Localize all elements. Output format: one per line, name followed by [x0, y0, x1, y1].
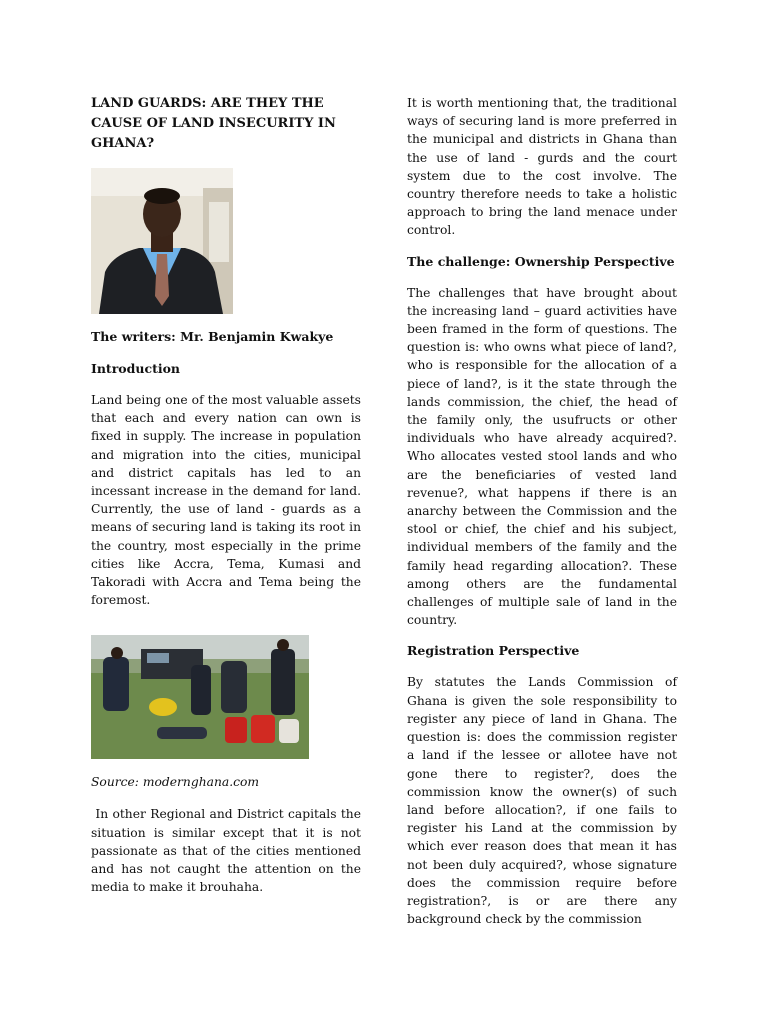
news-photo: [91, 635, 309, 759]
right-column: [407, 94, 677, 941]
regional-paragraph: In other Regional and District capitals the situation is similar except that it is not passionate as that of the cities mentioned and has not caught the attention on the media to make it brouhaha.: [91, 807, 365, 895]
left-column: [91, 94, 365, 910]
land-guard-scene-image: [91, 635, 309, 759]
ownership-heading: The challenge: Ownership Perspective: [407, 253, 675, 269]
registration-heading: Registration Perspective: [407, 643, 580, 659]
introduction-heading: Introduction: [91, 361, 181, 376]
writer-photo: [91, 168, 233, 314]
image-source-caption: Source: modernghana.com: [91, 775, 260, 790]
ownership-paragraph: The challenges that have brought about the increasing land – guard activities have been framed in the form of questions. The question is: who owns what piece of land?, who is responsible for the allocation of a piece of land?, is it the state through the lands commission, the chief, the head of the family only, the usufructs or other individuals who have already acquired?. Who allocates vested stool lands and who are the beneficiaries of vested land revenue?, what happens if there is an anarchy between the Commission and the stool or chief, the chief and his subject, individual members of the family and the family head regarding allocation?. These among others are the fundamental challenges of multiple sale of land in the country.: [407, 285, 677, 628]
traditional-paragraph: It is worth mentioning that, the traditional ways of securing land is more preferred in the municipal and districts in Ghana than the use of land - gurds and the court system due to the cost involve. The country therefore needs to take a holistic approach to bring the land menace under control.: [407, 96, 677, 238]
writers-credit: The writers: Mr. Benjamin Kwakye: [91, 329, 334, 344]
registration-paragraph: By statutes the Lands Commission of Ghana is given the sole responsibility to register any piece of land in Ghana. The question is: does the commission register a land if the lessee or allotee have not gone there to register?, does the commission know the owner(s) of such land before allocation?, if one fails to register his Land at the commission by which ever reason does that mean it has not been duly acquired?, whose signature does the commission require before registration?, is or are there any background check by the commission: [407, 675, 677, 927]
article-title: LAND GUARDS: ARE THEY THE CAUSE OF LAND INSECURITY IN GHANA?: [91, 96, 336, 151]
writer-portrait-image: [91, 168, 233, 314]
intro-paragraph: Land being one of the most valuable assets that each and every nation can own is fixed in supply. The increase in population and migration into the cities, municipal and district capitals has led to an incessant increase in the demand for land. Currently, the use of land - guards as a means of securing land is taking its root in the country, most especially in the prime cities like Accra, Tema, Kumasi and Takoradi with Accra and Tema being the foremost.: [91, 393, 361, 608]
